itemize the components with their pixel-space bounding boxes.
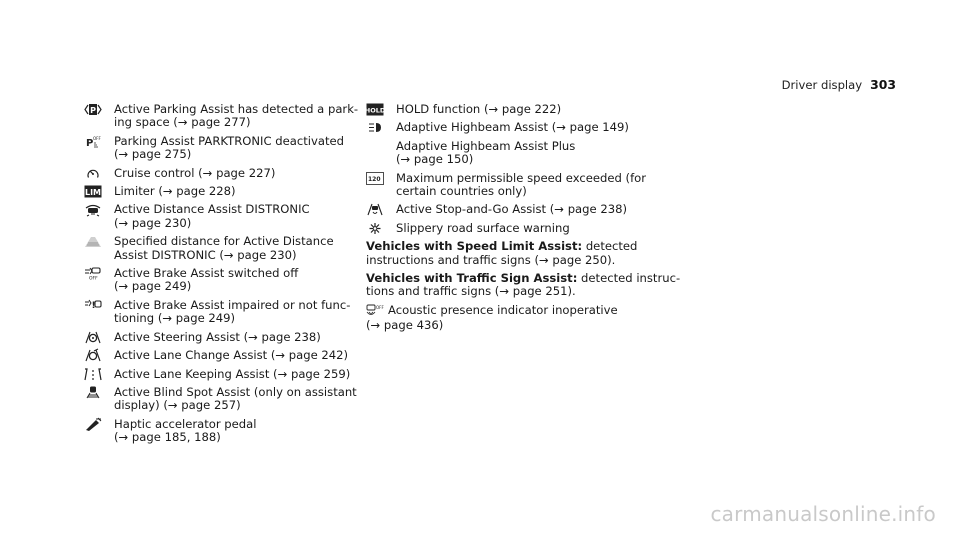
list-item [366,222,646,235]
note-heading: Vehicles with Speed Limit Assist: [366,239,583,254]
entry-text: Active Stop-and-Go Assist (→ page 238) [396,202,627,217]
list-item [366,121,646,134]
list-item [84,299,356,326]
note-text: detected instruc- [577,271,681,286]
svg-text:OFF: OFF [376,304,384,310]
sub-note [396,140,646,167]
entry-text: Maximum permissible speed exceeded (for [396,170,647,185]
sub-note-text: Adaptive Highbeam Assist Plus [396,138,576,153]
list-item [84,135,356,162]
page-header [782,78,896,92]
note-heading: Vehicles with Traffic Sign Assist: [366,271,578,286]
entry-text: (→ page 275) [114,147,192,162]
note-text: tions and traffic signs (→ page 251). [366,284,576,299]
list-item [84,368,356,381]
brake-assist-off-icon [84,267,102,280]
parking-p-arrows-icon [84,103,102,116]
page-number: 303 [870,77,896,92]
entry-text: (→ page 230) [114,215,192,230]
list-item [366,103,646,116]
note-text: instructions and traffic signs (→ page 250). [366,252,616,267]
entry-text: Slippery road surface warning [396,220,570,235]
entry-text: Active Parking Assist has detected a park- [114,102,359,116]
svg-text:OFF: OFF [89,276,98,282]
list-item [84,185,356,198]
note-text: (→ page 436) [366,318,444,333]
svg-text:!: ! [91,300,96,311]
right-column [364,102,681,338]
note-text: detected [582,239,638,254]
list-item [84,235,356,262]
entry-text: ing space (→ page 277) [114,115,251,130]
entry-text: (→ page 249) [114,279,192,294]
max-speed-badge: 120 [368,175,381,183]
blind-spot-assist-icon [84,386,102,399]
speed-limit-assist-note [366,240,646,267]
entry-text: Adaptive Highbeam Assist (→ page 149) [396,120,629,135]
entry-text: Active Brake Assist switched off [114,266,299,281]
list-item [366,203,646,216]
entry-text: Specified distance for Active Distance [114,234,334,249]
list-item [84,203,356,230]
entry-text: display) (→ page 257) [114,398,241,413]
svg-text:OFF: OFF [93,135,101,141]
list-item [84,386,356,413]
haptic-pedal-icon [84,418,102,431]
entry-text: Assist DISTRONIC (→ page 230) [114,247,297,262]
entry-text: tioning (→ page 249) [114,311,236,326]
entry-text: Active Blind Spot Assist (only on assistant [114,384,357,399]
steering-assist-icon [84,331,102,344]
svg-text:P: P [90,106,96,115]
entry-text: Limiter (→ page 228) [114,184,236,199]
limiter-badge: LIM [84,188,102,198]
list-item [84,331,356,344]
cruise-control-icon [84,167,102,180]
acoustic-presence-off-icon [366,304,384,319]
hold-icon [366,103,384,116]
list-item [84,102,359,130]
watermark: carmanualsonline.info [710,501,936,526]
distronic-icon [84,203,102,216]
specified-distance-icon [84,235,102,248]
note-text: Acoustic presence indicator inoperative [388,302,618,317]
hold-badge: HOLD [364,106,386,115]
svg-text:P: P [86,137,94,149]
lane-change-assist-icon [84,349,102,362]
list-item [84,418,356,445]
entry-text: Haptic accelerator pedal [114,416,257,431]
list-item [366,172,646,199]
list-item [84,349,356,362]
entry-text: HOLD function (→ page 222) [396,102,562,116]
acoustic-presence-note [366,304,646,333]
left-column [84,102,359,450]
entry-text: Cruise control (→ page 227) [114,165,276,180]
limiter-lim-icon [84,185,102,198]
brake-assist-impaired-icon [84,299,102,312]
lane-keeping-assist-icon [84,368,102,381]
parktronic-off-icon [84,135,102,148]
traffic-sign-assist-note [366,271,681,299]
stop-and-go-icon [366,203,384,216]
entry-text: Active Lane Keeping Assist (→ page 259) [114,366,351,381]
list-item [84,267,356,294]
entry-text: Active Steering Assist (→ page 238) [114,329,321,344]
slippery-road-icon [366,222,384,235]
adaptive-highbeam-icon [366,121,384,134]
entry-text: (→ page 185, 188) [114,430,221,445]
entry-text: Active Distance Assist DISTRONIC [114,202,310,217]
section-title: Driver display [781,78,863,92]
max-speed-icon [366,172,384,185]
entry-text: Active Brake Assist impaired or not func- [114,297,351,312]
entry-text: Parking Assist PARKTRONIC deactivated [114,133,344,148]
list-item [84,167,356,180]
entry-text: Active Lane Change Assist (→ page 242) [114,348,349,363]
sub-note-text: (→ page 150) [396,152,474,167]
entry-text: certain countries only) [396,184,527,199]
